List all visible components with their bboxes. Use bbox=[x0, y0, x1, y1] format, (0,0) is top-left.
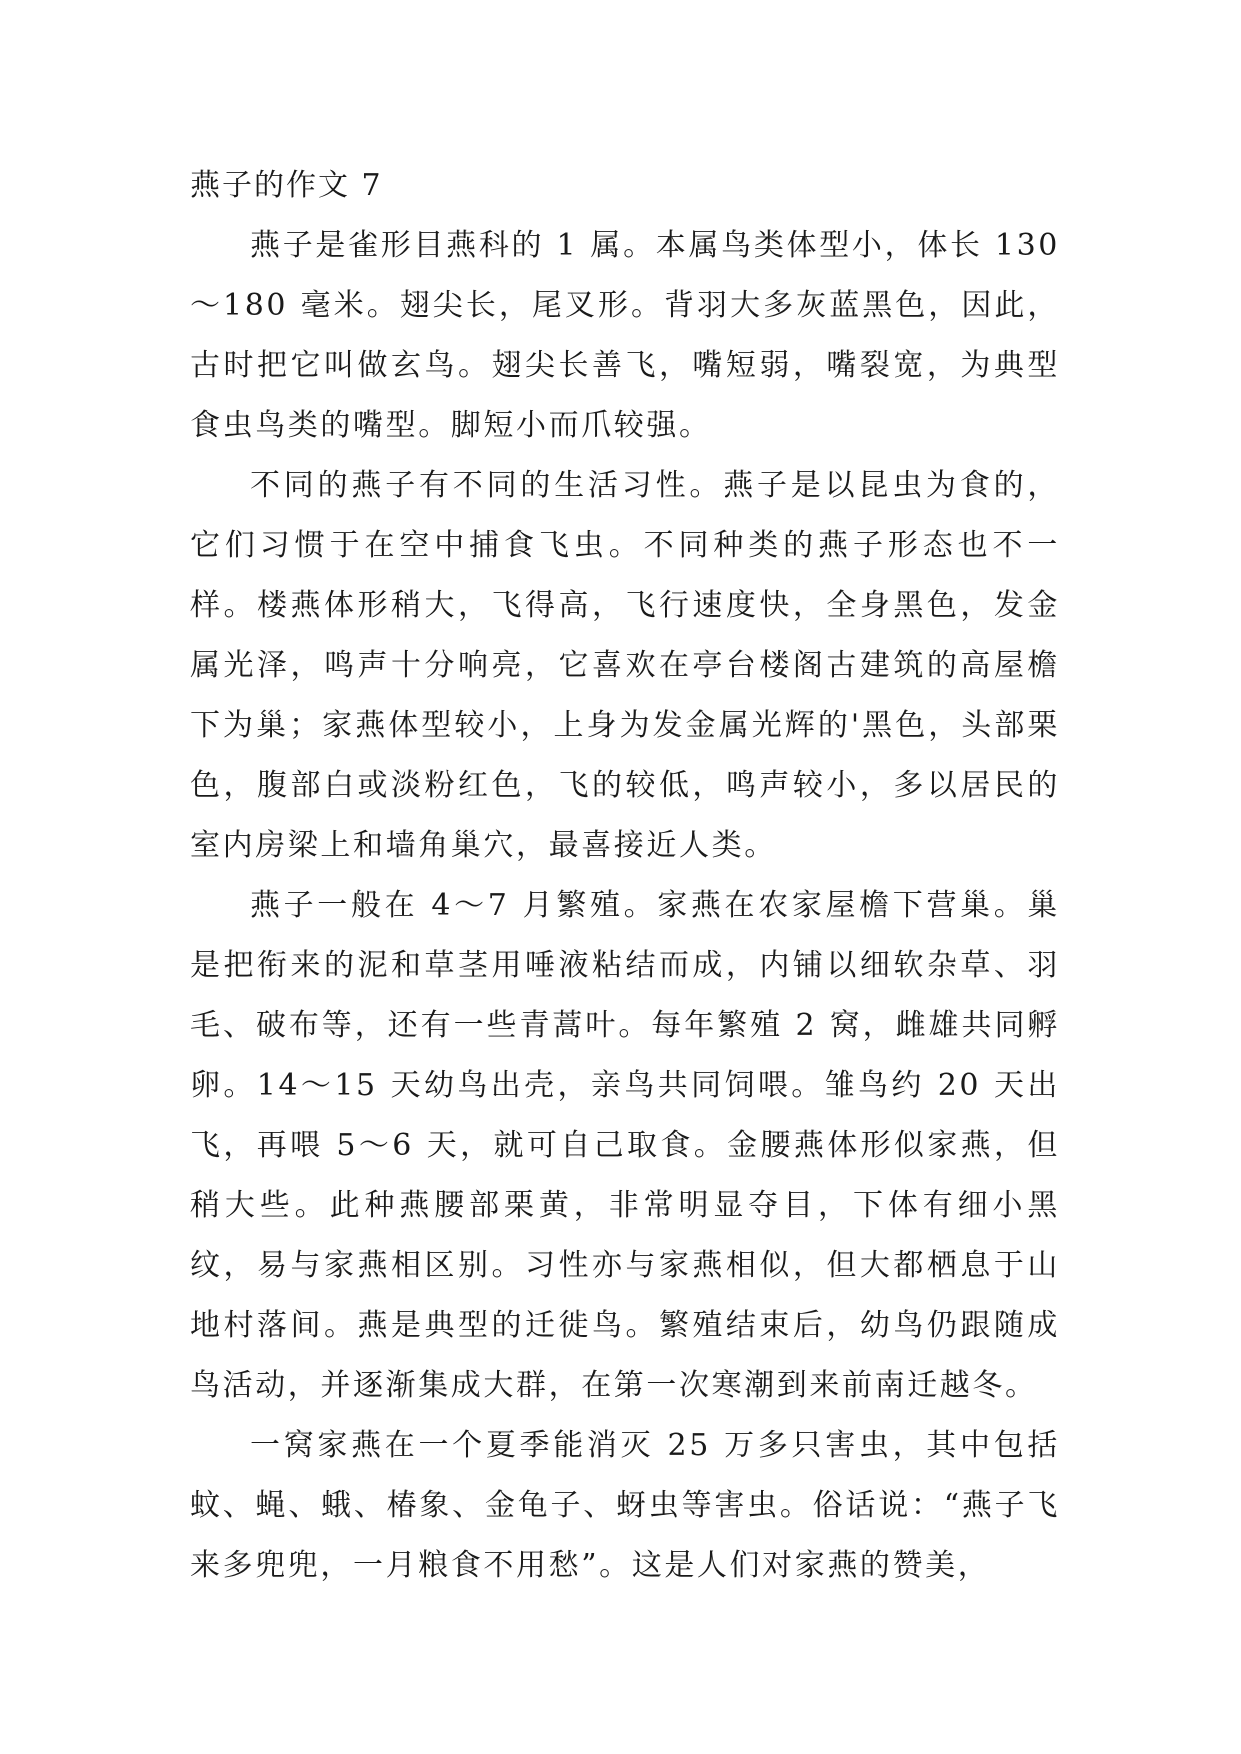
document-title: 燕子的作文 7 bbox=[190, 168, 383, 203]
paragraph-1: 燕子是雀形目燕科的 1 属。本属鸟类体型小，体长 130～180 毫米。翅尖长，尾叉形。背羽大多灰蓝黑色，因此，古时把它叫做玄鸟。翅尖长善飞，嘴短弱，嘴裂宽，为典型食虫鸟类的嘴型。脚短小而爪较强。 bbox=[190, 228, 1060, 443]
document-body bbox=[190, 156, 1060, 1596]
paragraph-2: 不同的燕子有不同的生活习性。燕子是以昆虫为食的，它们习惯于在空中捕食飞虫。不同种类的燕子形态也不一样。楼燕体形稍大，飞得高，飞行速度快，全身黑色，发金属光泽，鸣声十分响亮，它喜欢在亭台楼阁古建筑的高屋檐下为巢；家燕体型较小，上身为发金属光辉的'黑色，头部栗色，腹部白或淡粉红色，飞的较低，鸣声较小，多以居民的室内房梁上和墙角巢穴，最喜接近人类。 bbox=[190, 468, 1060, 863]
paragraph-4: 一窝家燕在一个夏季能消灭 25 万多只害虫，其中包括蚊、蝇、蛾、椿象、金龟子、蚜虫等害虫。俗话说：“燕子飞来多兜兜，一月粮食不用愁”。这是人们对家燕的赞美， bbox=[190, 1428, 1060, 1583]
paragraph-3: 燕子一般在 4～7 月繁殖。家燕在农家屋檐下营巢。巢是把衔来的泥和草茎用唾液粘结而成，内铺以细软杂草、羽毛、破布等，还有一些青蒿叶。每年繁殖 2 窝，雌雄共同孵卵。14～15 天幼鸟出壳，亲鸟共同饲喂。雏鸟约 20 天出飞，再喂 5～6 天，就可自己取食。金腰燕体形似家燕，但稍大些。此种燕腰部栗黄，非常明显夺目，下体有细小黑纹，易与家燕相区别。习性亦与家燕相似，但大都栖息于山地村落间。燕是典型的迁徙鸟。繁殖结束后，幼鸟仍跟随成鸟活动，并逐渐集成大群，在第一次寒潮到来前南迁越冬。 bbox=[190, 888, 1060, 1403]
